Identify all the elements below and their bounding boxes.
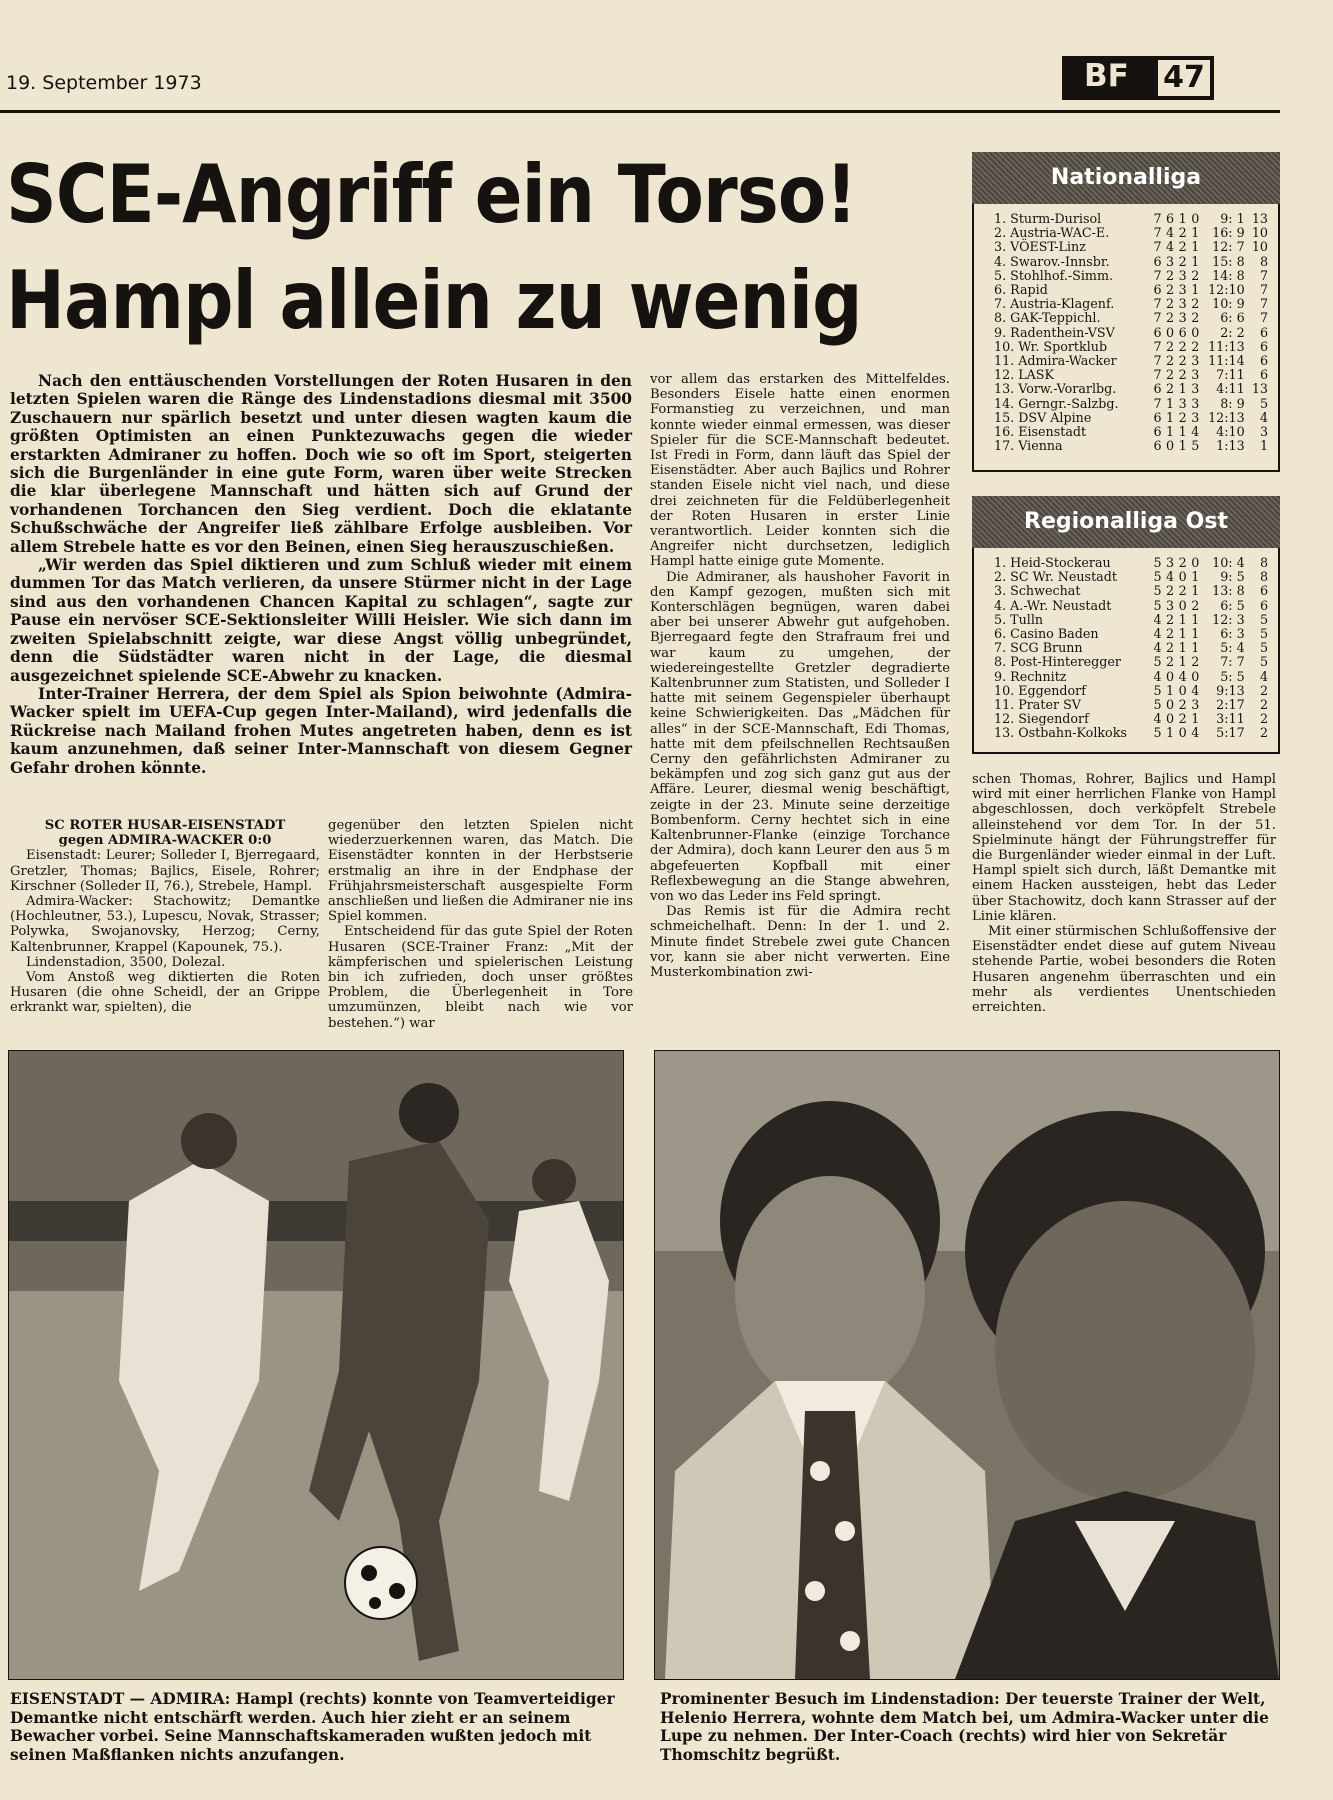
points: 3 [1259,424,1269,440]
games-played: 7 [1153,338,1162,354]
standings-row [994,599,1268,613]
goals: 6: 6 [1220,310,1245,326]
losses: 2 [1191,338,1200,354]
goals: 9:13 [1216,682,1245,698]
goals: 7:11 [1216,367,1245,383]
team-name: 4. A.-Wr. Neustadt [994,597,1112,613]
standings-row [994,255,1268,269]
games-played: 4 [1153,626,1162,642]
team-name: 4. Swarov.-Innsbr. [994,253,1110,269]
standings-row [994,297,1268,311]
herrera-photo-image [655,1051,1279,1679]
losses: 1 [1191,253,1200,269]
standings-row [994,641,1268,655]
team-name: 8. GAK-Teppichl. [994,310,1101,326]
team-name: 15. DSV Alpine [994,409,1092,425]
goals: 10: 9 [1212,296,1245,312]
standings-row [994,411,1268,425]
points: 6 [1259,353,1269,369]
article-paragraph: Mit einer stürmischen Schlußoffensive der Eisenstädter endet diese auf gutem Niveau stehende Partie, wobei besonders die Roten Husaren angenehm überraschten und ein mehr als verdientes Unentschieden erreichten. [972,924,1276,1016]
article-paragraph: gegenüber den letzten Spielen nicht wiederzuerkennen waren, das Match. Die Eisenstädter konnten in der Herbstserie erstmalig an ihre in der Endphase der Frühjahrsmeisterschaft ausgespielte Form anschließen und ließen die Admiraner nie ins Spiel kommen. [328,818,633,925]
standings-row [994,627,1268,641]
games-played: 7 [1153,296,1162,312]
article-paragraph: Vom Anstoß weg diktierten die Roten Husaren (die ohne Scheidl, der an Grippe erkrankt war, spielten), die [10,970,320,1016]
headline-line-2: Hampl allein zu wenig [6,254,862,347]
points: 2 [1259,725,1269,741]
points: 2 [1259,697,1269,713]
points: 4 [1259,409,1269,425]
games-played: 5 [1153,555,1162,570]
wins: 4 [1166,569,1175,585]
lineup-admira: Admira-Wacker: Stachowitz; Demantke (Hochleutner, 53.), Lupescu, Novak, Strasser; Polywka, Swojanovsky, Herzog; Cerny, Kaltenbrunner, Krappel (Kapounek, 75.). [10,894,320,955]
wins: 0 [1166,697,1175,713]
points: 10 [1251,225,1269,241]
games-played: 5 [1153,597,1162,613]
points: 8 [1259,253,1269,269]
goals: 12: 3 [1212,611,1245,627]
losses: 0 [1191,668,1200,684]
wins: 3 [1166,597,1175,613]
points: 7 [1259,310,1269,326]
lineup-result: gegen ADMIRA-WACKER 0:0 [58,833,272,849]
points: 6 [1259,367,1269,383]
points: 8 [1259,569,1269,585]
wins: 0 [1166,668,1175,684]
standings-row [994,684,1268,698]
games-played: 7 [1153,367,1162,383]
points: 2 [1259,682,1269,698]
draws: 2 [1178,338,1187,354]
goals: 4:10 [1216,424,1245,440]
standings-row [994,670,1268,684]
games-played: 4 [1153,640,1162,656]
article-column-2 [328,818,633,1031]
wins: 3 [1166,253,1175,269]
points: 6 [1259,324,1269,340]
losses: 1 [1191,239,1200,255]
games-played: 6 [1153,409,1162,425]
issue-date: 19. September 1973 [6,72,202,94]
team-name: 16. Eisenstadt [994,424,1087,440]
goals: 9: 5 [1220,569,1245,585]
goals: 4:11 [1216,381,1245,397]
wins: 2 [1166,267,1175,283]
goals: 2: 2 [1220,324,1245,340]
games-played: 7 [1153,353,1162,369]
standings-row [994,382,1268,396]
team-name: 6. Rapid [994,282,1048,298]
games-played: 6 [1153,381,1162,397]
wins: 1 [1166,725,1175,741]
games-played: 6 [1153,253,1162,269]
games-played: 4 [1153,611,1162,627]
losses: 1 [1191,282,1200,298]
draws: 2 [1178,711,1187,727]
draws: 3 [1178,282,1187,298]
games-played: 7 [1153,310,1162,326]
wins: 0 [1166,711,1175,727]
article-paragraph: Die Admiraner, als haushoher Favorit in den Kampf gezogen, mußten sich mit Konterschlägen begnügen, waren dabei aber bei unserer Abwehr gut aufgehoben. Bjerregaard fegte den Strafraum frei und war kaum zu umgehen, der wiedereingestellte Gretzler degradierte Kaltenbrunner zum Statisten, und Solleder I hatte mit seinem Gegenspieler überhaupt keine Schwierigkeiten. Das „Mädchen für alles“ in der SCE-Mannschaft, Edi Thomas, hatte mit dem pfeilschnellen Rechtsaußen Cerny den gefährlichsten Admiraner zu bekämpfen und zog sich ganz gut aus der Affäre. Leurer, diesmal wenig beschäftigt, zeigte in der 23. Minute seine derzeitige Bombenform. Cerny hechtet sich in eine Kaltenbrunner-Flanke (einzige Torchance der Admira), doch kann Leurer den aus 5 m abgefeuerten Kopfball mit einer Reflexbewegung an die Stange abwehren, von wo das Leder ins Feld springt. [650,569,950,904]
publication-logo [1062,56,1214,100]
nationalliga-header: Nationalliga [972,152,1280,204]
goals: 6: 5 [1220,597,1245,613]
team-name: 1. Sturm-Durisol [994,211,1102,226]
header-rule [0,110,1280,113]
team-name: 12. Siegendorf [994,711,1089,727]
wins: 2 [1166,626,1175,642]
page-number: 47 [1156,58,1212,98]
games-played: 6 [1153,324,1162,340]
points: 5 [1259,654,1269,670]
team-name: 11. Prater SV [994,697,1081,713]
draws: 2 [1178,367,1187,383]
draws: 1 [1178,640,1187,656]
losses: 3 [1191,367,1200,383]
lineup-column [10,818,320,1016]
wins: 4 [1166,239,1175,255]
herrera-photo [654,1050,1280,1680]
team-name: 2. SC Wr. Neustadt [994,569,1117,585]
wins: 0 [1166,438,1175,454]
losses: 4 [1191,682,1200,698]
article-column-4 [972,772,1276,1015]
draws: 2 [1178,555,1187,570]
standings-row [994,698,1268,712]
goals: 8: 9 [1220,395,1245,411]
losses: 3 [1191,409,1200,425]
standings-row [994,556,1268,570]
article-paragraph: vor allem das erstarken des Mittelfeldes. Besonders Eisele hatte einen enormen Formanstieg zu verzeichnen, und man konnte wieder einmal ermessen, was dieser Spieler für die SCE-Mannschaft bedeutet. Ist Fredi in Form, dann läuft das Spiel der Eisenstädter. Aber auch Bajlics und Rohrer standen Eisele nicht viel nach, und diese drei zeichneten für die Feldüberlegenheit der Roten Husaren in erster Linie verantwortlich. Leider konnten sich die Angreifer nicht durchsetzen, lediglich Hampl hatte einige gute Momente. [650,372,950,570]
losses: 1 [1191,626,1200,642]
wins: 1 [1166,424,1175,440]
draws: 3 [1178,296,1187,312]
draws: 1 [1178,611,1187,627]
team-name: 10. Eggendorf [994,682,1086,698]
losses: 2 [1191,310,1200,326]
regionalliga-header: Regionalliga Ost [972,496,1280,548]
goals: 6: 3 [1220,626,1245,642]
losses: 3 [1191,697,1200,713]
points: 5 [1259,611,1269,627]
standings-row [994,726,1268,740]
draws: 0 [1178,725,1187,741]
games-played: 7 [1153,225,1162,241]
wins: 2 [1166,353,1175,369]
points: 6 [1259,338,1269,354]
draws: 1 [1178,424,1187,440]
draws: 4 [1178,668,1187,684]
standings-row [994,439,1268,453]
team-name: 10. Wr. Sportklub [994,338,1108,354]
points: 6 [1259,597,1269,613]
standings-row [994,269,1268,283]
lead-paragraph: Nach den enttäuschenden Vorstellungen der Roten Husaren in den letzten Spielen waren die Ränge des Lindenstadions diesmal mit 3500 Zuschauern nur spärlich besetzt und unter diesen wagten kaum die größten Optimisten an einen Punktezuwachs gegen die wieder erstarkten Admiraner zu hoffen. Doch wie so oft im Sport, steigerten sich die Burgenländer in eine gute Form, waren über weite Strecken die klar überlegene Mannschaft und hätten sich auf Grund der vorhandenen Torchancen den Sieg verdient. Doch die eklatante Schußschwäche der Angreifer ließ zählbare Erfolge ausbleiben. Vor allem Strebele hatte es vor den Beinen, einen Sieg herauszuschießen. [10,372,632,556]
draws: 2 [1178,409,1187,425]
losses: 1 [1191,225,1200,241]
goals: 2:17 [1216,697,1245,713]
team-name: 13. Vorw.-Vorarlbg. [994,381,1117,397]
article-column-3 [650,372,950,980]
logo-text: BF [1084,58,1129,94]
goals: 15: 8 [1212,253,1245,269]
draws: 0 [1178,597,1187,613]
points: 5 [1259,626,1269,642]
team-name: 3. Schwechat [994,583,1081,599]
draws: 2 [1178,239,1187,255]
standings-row [994,326,1268,340]
draws: 1 [1178,381,1187,397]
wins: 2 [1166,654,1175,670]
draws: 2 [1178,583,1187,599]
lead-text [10,372,632,777]
points: 13 [1251,211,1269,226]
standings-row [994,655,1268,669]
lead-paragraph: Inter-Trainer Herrera, der dem Spiel als Spion beiwohnte (Admira-Wacker spielt im UEFA-Cup gegen Inter-Mailand), wird jedenfalls die Rückreise nach Mailand frohen Mutes angetreten haben, denn es ist kaum anzunehmen, daß seiner Inter-Mannschaft von diesem Gegner Gefahr drohen könnte. [10,684,632,777]
points: 7 [1259,267,1269,283]
team-name: 9. Radenthein-VSV [994,324,1115,340]
standings-row [994,584,1268,598]
draws: 0 [1178,682,1187,698]
match-photo-caption: EISENSTADT — ADMIRA: Hampl (rechts) konnte von Teamverteidiger Demantke nicht entschärft werden. Auch hier zieht er an seinem Bewacher vorbei. Seine Mannschaftskameraden wußten jedoch mit seinen Maßflanken nichts anzufangen. [10,1690,615,1764]
match-photo-image [9,1051,623,1679]
article-paragraph: schen Thomas, Rohrer, Bajlics und Hampl wird mit einer herrlichen Flanke von Hampl abgeschlossen, doch verköpfelt Strebele alleinstehend vor dem Tor. In der 51. Spielminute hängt der Führungstreffer für die Burgenländer wieder einmal in der Luft. Hampl spielt sich durch, läßt Demantke mit einem Hacken aussteigen, hebt das Leder über Stachowitz, doch kann Strasser auf der Linie klären. [972,772,1276,924]
draws: 3 [1178,310,1187,326]
goals: 11:14 [1208,353,1245,369]
draws: 1 [1178,438,1187,454]
wins: 1 [1166,409,1175,425]
wins: 2 [1166,282,1175,298]
losses: 4 [1191,725,1200,741]
goals: 9: 1 [1220,211,1245,226]
wins: 3 [1166,555,1175,570]
team-name: 14. Gerngr.-Salzbg. [994,395,1119,411]
points: 7 [1259,296,1269,312]
games-played: 4 [1153,711,1162,727]
losses: 2 [1191,296,1200,312]
article-paragraph: Das Remis ist für die Admira recht schmeichelhaft. Denn: In der 1. und 2. Minute findet Strebele zwei gute Chancen vor, kann sie aber nicht verwerten. Eine Musterkombination zwi- [650,904,950,980]
team-name: 17. Vienna [994,438,1063,454]
goals: 5: 4 [1220,640,1245,656]
goals: 3:11 [1216,711,1245,727]
standings-row [994,354,1268,368]
points: 8 [1259,555,1269,570]
points: 10 [1251,239,1269,255]
wins: 1 [1166,682,1175,698]
team-name: 1. Heid-Stockerau [994,555,1111,570]
points: 5 [1259,640,1269,656]
draws: 2 [1178,253,1187,269]
team-name: 9. Rechnitz [994,668,1067,684]
wins: 2 [1166,640,1175,656]
points: 1 [1259,438,1269,454]
team-name: 13. Ostbahn-Kolkoks [994,725,1127,741]
team-name: 2. Austria-WAC-E. [994,225,1110,241]
headline-line-1: SCE-Angriff ein Torso! [6,148,857,241]
wins: 2 [1166,381,1175,397]
losses: 1 [1191,611,1200,627]
regionalliga-table [972,548,1280,754]
wins: 2 [1166,611,1175,627]
standings-row [994,570,1268,584]
lineup-title: SC ROTER HUSAR-EISENSTADT [44,818,286,833]
team-name: 5. Stohlhof.-Simm. [994,267,1114,283]
draws: 1 [1178,626,1187,642]
losses: 2 [1191,654,1200,670]
standings-row [994,283,1268,297]
losses: 3 [1191,381,1200,397]
losses: 0 [1191,555,1200,570]
team-name: 3. VÖEST-Linz [994,239,1086,255]
team-name: 6. Casino Baden [994,626,1099,642]
standings-row [994,311,1268,325]
standings-row [994,340,1268,354]
losses: 1 [1191,711,1200,727]
headline [6,142,862,354]
draws: 3 [1178,395,1187,411]
games-played: 5 [1153,697,1162,713]
match-photo [8,1050,624,1680]
standings-row [994,240,1268,254]
losses: 2 [1191,597,1200,613]
games-played: 7 [1153,395,1162,411]
standings-row [994,613,1268,627]
losses: 1 [1191,569,1200,585]
article-paragraph: Entscheidend für das gute Spiel der Roten Husaren (SCE-Trainer Franz: „Mit der kämpferischen und spielerischen Leistung bin ich zufrieden, doch unser größtes Problem, die Überlegenheit in Tore umzumünzen, bleibt nach wie vor bestehen.“) war [328,924,633,1031]
losses: 0 [1191,324,1200,340]
games-played: 6 [1153,438,1162,454]
draws: 3 [1178,267,1187,283]
games-played: 5 [1153,682,1162,698]
goals: 12:10 [1208,282,1245,298]
draws: 1 [1178,654,1187,670]
lineup-venue: Lindenstadion, 3500, Dolezal. [26,954,226,970]
points: 5 [1259,395,1269,411]
draws: 2 [1178,697,1187,713]
losses: 4 [1191,424,1200,440]
standings-row [994,425,1268,439]
games-played: 5 [1153,583,1162,599]
games-played: 5 [1153,569,1162,585]
draws: 0 [1178,569,1187,585]
wins: 2 [1166,296,1175,312]
games-played: 7 [1153,239,1162,255]
goals: 13: 8 [1212,583,1245,599]
points: 7 [1259,282,1269,298]
draws: 1 [1178,211,1187,226]
herrera-photo-caption: Prominenter Besuch im Lindenstadion: Der teuerste Trainer der Welt, Helenio Herrera, wohnte dem Match bei, um Admira-Wacker unter die Lupe zu nehmen. Der Inter-Coach (rechts) wird hier von Sekretär Thomschitz begrüßt. [660,1690,1269,1764]
goals: 11:13 [1208,338,1245,354]
wins: 4 [1166,225,1175,241]
goals: 5:17 [1216,725,1245,741]
wins: 2 [1166,310,1175,326]
games-played: 7 [1153,211,1162,226]
draws: 6 [1178,324,1187,340]
goals: 12:13 [1208,409,1245,425]
points: 2 [1259,711,1269,727]
points: 6 [1259,583,1269,599]
team-name: 5. Tulln [994,611,1044,627]
goals: 5: 5 [1220,668,1245,684]
standings-row [994,368,1268,382]
goals: 12: 7 [1212,239,1245,255]
team-name: 7. SCG Brunn [994,640,1083,656]
losses: 2 [1191,267,1200,283]
standings-row [994,397,1268,411]
losses: 3 [1191,395,1200,411]
wins: 2 [1166,338,1175,354]
games-played: 6 [1153,424,1162,440]
lineup-eisenstadt: Eisenstadt: Leurer; Solleder I, Bjerregaard, Gretzler, Thomas; Bajlics, Eisele, Rohrer; Kirschner (Solleder II, 76.), Strebele, Hampl. [10,848,320,894]
games-played: 7 [1153,267,1162,283]
points: 13 [1251,381,1269,397]
draws: 2 [1178,225,1187,241]
games-played: 6 [1153,282,1162,298]
standings-row [994,212,1268,226]
goals: 16: 9 [1212,225,1245,241]
games-played: 5 [1153,725,1162,741]
goals: 7: 7 [1220,654,1245,670]
goals: 10: 4 [1212,555,1245,570]
goals: 1:13 [1216,438,1245,454]
games-played: 5 [1153,654,1162,670]
team-name: 12. LASK [994,367,1054,383]
team-name: 11. Admira-Wacker [994,353,1117,369]
lead-paragraph: „Wir werden das Spiel diktieren und zum Schluß wieder mit einem dummen Tor das Match verlieren, da unsere Stürmer nicht in der Lage sind aus den vorhandenen Chancen Kapital zu schlagen“, sagte zur Pause ein nervöser SCE-Sektionsleiter Willi Heisler. Wie sich dann im zweiten Spielabschnitt zeigte, war diese Angst völlig unbegründet, denn die Südstädter waren nicht in der Lage, die diesmal ausgezeichnet spielende SCE-Abwehr zu knacken. [10,556,632,685]
nationalliga-table [972,204,1280,472]
losses: 5 [1191,438,1200,454]
losses: 1 [1191,583,1200,599]
goals: 14: 8 [1212,267,1245,283]
wins: 1 [1166,395,1175,411]
wins: 0 [1166,324,1175,340]
team-name: 8. Post-Hinteregger [994,654,1121,670]
draws: 2 [1178,353,1187,369]
losses: 0 [1191,211,1200,226]
wins: 6 [1166,211,1175,226]
wins: 2 [1166,583,1175,599]
wins: 2 [1166,367,1175,383]
standings-row [994,712,1268,726]
points: 4 [1259,668,1269,684]
losses: 1 [1191,640,1200,656]
games-played: 4 [1153,668,1162,684]
losses: 3 [1191,353,1200,369]
team-name: 7. Austria-Klagenf. [994,296,1115,312]
